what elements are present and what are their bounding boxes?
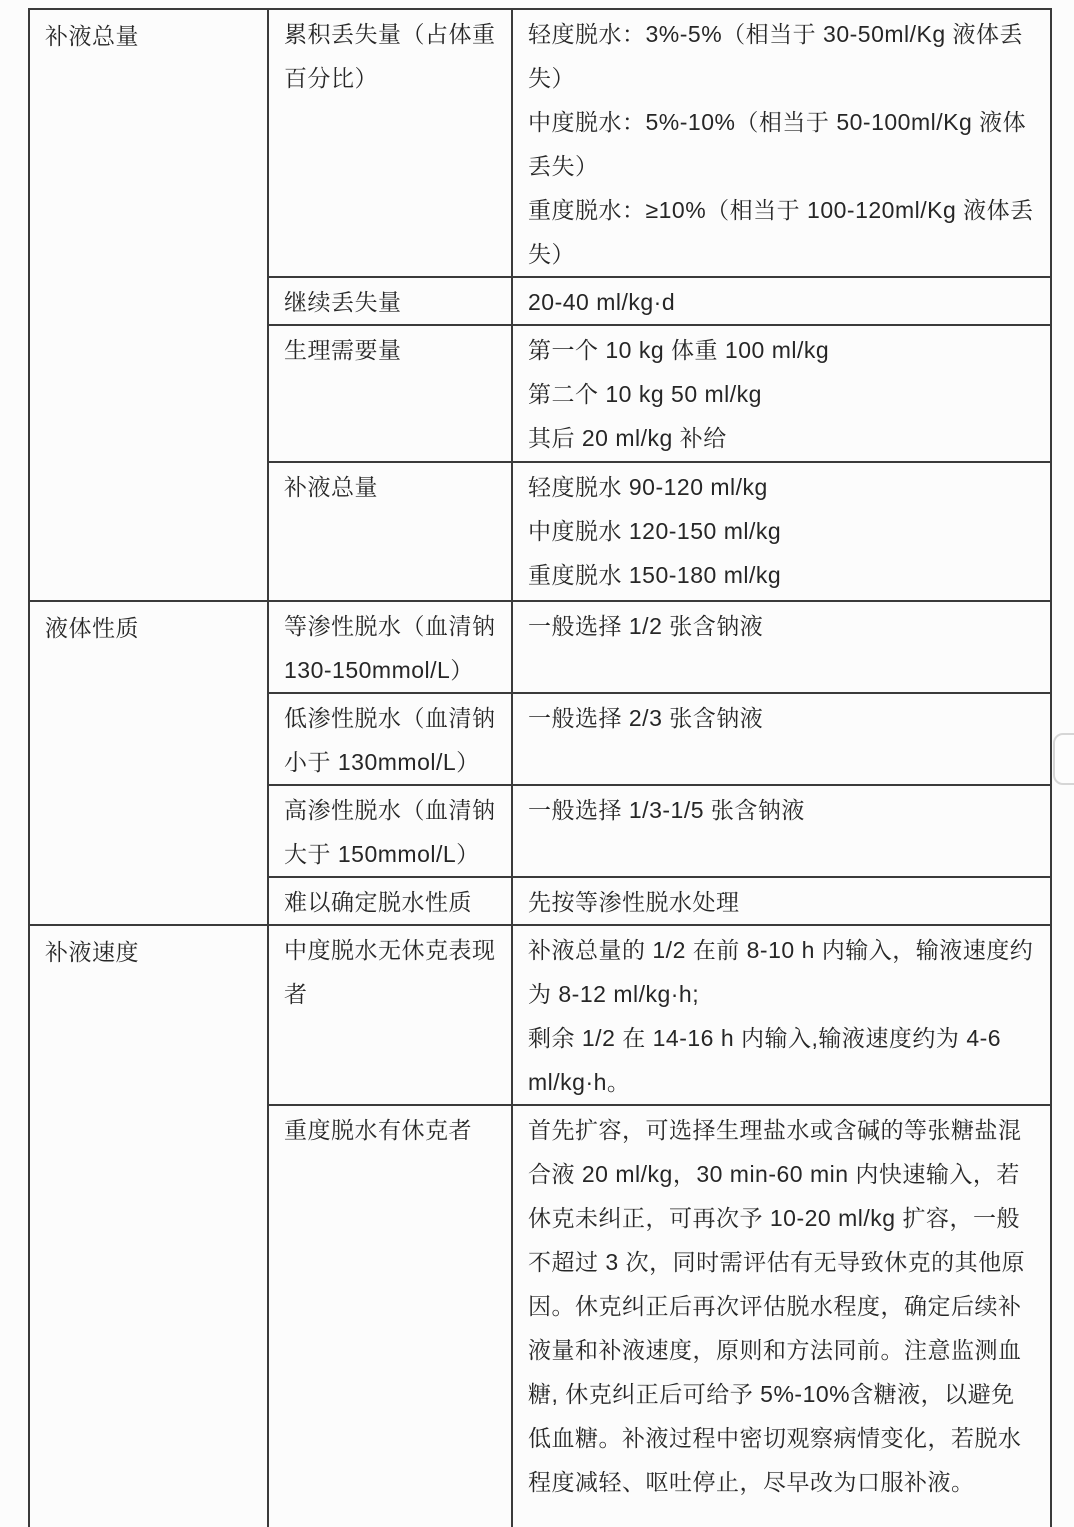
value-paragraph: 一般选择 1/2 张含钠液 (528, 613, 764, 639)
rehydration-table (28, 8, 1052, 1527)
value-paragraph: 其后 20 ml/kg 补给 (528, 425, 727, 451)
category-label: 液体性质 (45, 615, 139, 641)
value-paragraph: 重度脱水：≥10%（相当于 100-120ml/Kg 液体丢失） (528, 197, 1034, 267)
subcategory-cell-hypertonic (268, 785, 512, 877)
subcategory-cell-hypotonic (268, 693, 512, 785)
subcategory-label: 继续丢失量 (284, 289, 402, 315)
table-container (28, 8, 1052, 1527)
value-paragraph: 一般选择 2/3 张含钠液 (528, 705, 764, 731)
scrollbar-thumb[interactable] (1053, 733, 1074, 785)
value-cell-moderate-no-shock (512, 925, 1051, 1105)
subcategory-label: 等渗性脱水（血清钠 130-150mmol/L） (284, 613, 496, 683)
category-cell-infusion-rate (29, 925, 268, 1527)
value-paragraph: 轻度脱水：3%-5%（相当于 30-50ml/Kg 液体丢失） (528, 21, 1024, 91)
value-cell-cumulative-loss (512, 9, 1051, 277)
subcategory-label: 低渗性脱水（血清钠小于 130mmol/L） (284, 705, 496, 775)
value-paragraph: 重度脱水 150-180 ml/kg (528, 562, 782, 588)
value-cell-severe-shock (512, 1105, 1051, 1527)
subcategory-cell-cumulative-loss (268, 9, 512, 277)
category-cell-total-volume (29, 9, 268, 601)
subcategory-cell-ongoing-loss (268, 277, 512, 325)
subcategory-label: 生理需要量 (284, 337, 402, 363)
value-paragraph: 20-40 ml/kg·d (528, 289, 676, 315)
subcategory-label: 重度脱水有休克者 (284, 1117, 472, 1143)
value-paragraph: 先按等渗性脱水处理 (528, 889, 740, 915)
value-cell-hypotonic (512, 693, 1051, 785)
value-cell-hypertonic (512, 785, 1051, 877)
value-paragraph: 一般选择 1/3-1/5 张含钠液 (528, 797, 805, 823)
value-cell-ongoing-loss (512, 277, 1051, 325)
subcategory-cell-isotonic (268, 601, 512, 693)
value-paragraph: 剩余 1/2 在 14-16 h 内输入,输液速度约为 4-6 ml/kg·h。 (528, 1025, 1002, 1095)
subcategory-label: 中度脱水无休克表现者 (284, 937, 496, 1007)
subcategory-cell-severe-shock (268, 1105, 512, 1527)
table-row (29, 601, 1051, 693)
category-label: 补液速度 (45, 939, 139, 965)
category-cell-fluid-nature (29, 601, 268, 925)
value-paragraph: 补液总量的 1/2 在前 8-10 h 内输入，输液速度约为 8-12 ml/kg·h; (528, 937, 1034, 1007)
subcategory-label: 补液总量 (284, 474, 378, 500)
value-paragraph: 第二个 10 kg 50 ml/kg (528, 381, 762, 407)
value-cell-total-fluid (512, 462, 1051, 601)
subcategory-cell-physiological-need (268, 325, 512, 462)
value-paragraph: 轻度脱水 90-120 ml/kg (528, 474, 768, 500)
value-cell-undetermined (512, 877, 1051, 925)
subcategory-label: 累积丢失量（占体重百分比） (284, 21, 496, 91)
value-cell-physiological-need (512, 325, 1051, 462)
value-paragraph: 中度脱水 120-150 ml/kg (528, 518, 782, 544)
subcategory-cell-undetermined (268, 877, 512, 925)
value-paragraph: 中度脱水：5%-10%（相当于 50-100ml/Kg 液体丢失） (528, 109, 1027, 179)
table-row (29, 9, 1051, 277)
subcategory-cell-moderate-no-shock (268, 925, 512, 1105)
value-paragraph: 首先扩容，可选择生理盐水或含碱的等张糖盐混合液 20 ml/kg，30 min-60 min 内快速输入，若休克未纠正，可再次予 10-20 ml/kg 扩容，一般不超过 3 次，同时需评估有无导致休克的其他原因。休克纠正后再次评估脱水程度，确定后续补液量和补液速度，原则和方法同前。注意监测血糖, 休克纠正后可给予 5%-10%含糖液，以避免低血糖。补液过程中密切观察病情变化，若脱水程度减轻、呕吐停止，尽早改为口服补液。 (528, 1117, 1026, 1495)
value-cell-isotonic (512, 601, 1051, 693)
subcategory-cell-total-fluid (268, 462, 512, 601)
value-paragraph: 第一个 10 kg 体重 100 ml/kg (528, 337, 830, 363)
subcategory-label: 高渗性脱水（血清钠大于 150mmol/L） (284, 797, 496, 867)
subcategory-label: 难以确定脱水性质 (284, 889, 472, 915)
category-label: 补液总量 (45, 23, 139, 49)
table-row (29, 925, 1051, 1105)
